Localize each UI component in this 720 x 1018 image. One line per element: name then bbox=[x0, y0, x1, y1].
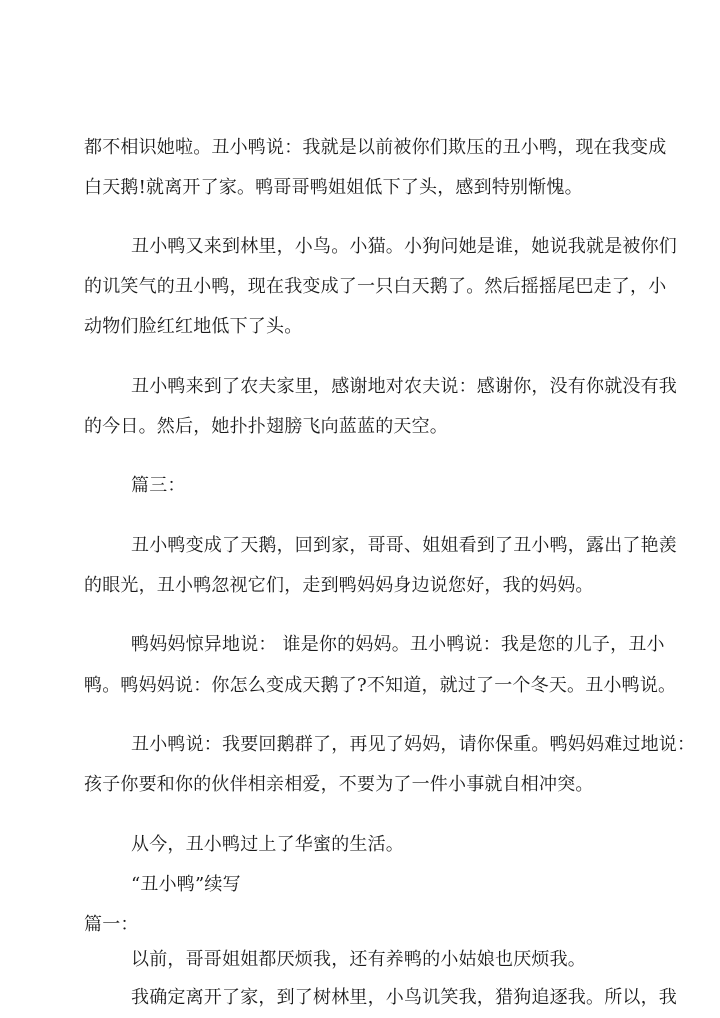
text-line-15: 从今，丑小鸭过上了华蜜的生活。 bbox=[131, 834, 404, 855]
section-heading-3: 篇三： bbox=[131, 475, 186, 496]
text-line-2: 白天鹅!就离开了家。鸭哥哥鸭姐姐低下了头，感到特别惭愧。 bbox=[84, 177, 583, 198]
text-line-18: 以前，哥哥姐姐都厌烦我，还有养鸭的小姑娘也厌烦我。 bbox=[131, 949, 586, 970]
text-line-5: 动物们脸红红地低下了头。 bbox=[84, 316, 303, 337]
text-line-13: 丑小鸭说：我要回鹅群了，再见了妈妈，请你保重。鸭妈妈难过地说： bbox=[131, 734, 696, 755]
text-line-1: 都不相识她啦。丑小鸭说：我就是以前被你们欺压的丑小鸭，现在我变成 bbox=[84, 137, 667, 158]
text-line-7: 的今日。然后，她扑扑翅膀飞向蓝蓝的天空。 bbox=[84, 416, 448, 437]
text-line-11: 鸭妈妈惊异地说： 谁是你的妈妈。丑小鸭说：我是您的儿子，丑小 bbox=[131, 634, 665, 655]
text-line-4: 的讥笑气的丑小鸭，现在我变成了一只白天鹅了。然后摇摇尾巴走了，小 bbox=[84, 276, 667, 297]
text-line-9: 丑小鸭变成了天鹅，回到家，哥哥、姐姐看到了丑小鸭，露出了艳羡 bbox=[131, 535, 677, 556]
text-line-3: 丑小鸭又来到林里，小鸟。小猫。小狗问她是谁，她说我就是被你们 bbox=[131, 236, 677, 257]
section-heading-1: 篇一： bbox=[84, 914, 139, 935]
text-line-10: 的眼光，丑小鸭忽视它们，走到鸭妈妈身边说您好，我的妈妈。 bbox=[84, 575, 594, 596]
text-line-12: 鸭。鸭妈妈说：你怎么变成天鹅了?不知道，就过了一个冬天。丑小鸭说。 bbox=[84, 675, 677, 696]
text-line-6: 丑小鸭来到了农夫家里，感谢地对农夫说：感谢你，没有你就没有我 bbox=[131, 376, 677, 397]
subtitle-heading: “丑小鸭”续写 bbox=[131, 874, 241, 895]
text-line-19: 我确定离开了家，到了树林里，小鸟讥笑我，猎狗追逐我。所以，我 bbox=[131, 987, 677, 1008]
text-line-14: 孩子你要和你的伙伴相亲相爱，不要为了一件小事就自相冲突。 bbox=[84, 774, 594, 795]
